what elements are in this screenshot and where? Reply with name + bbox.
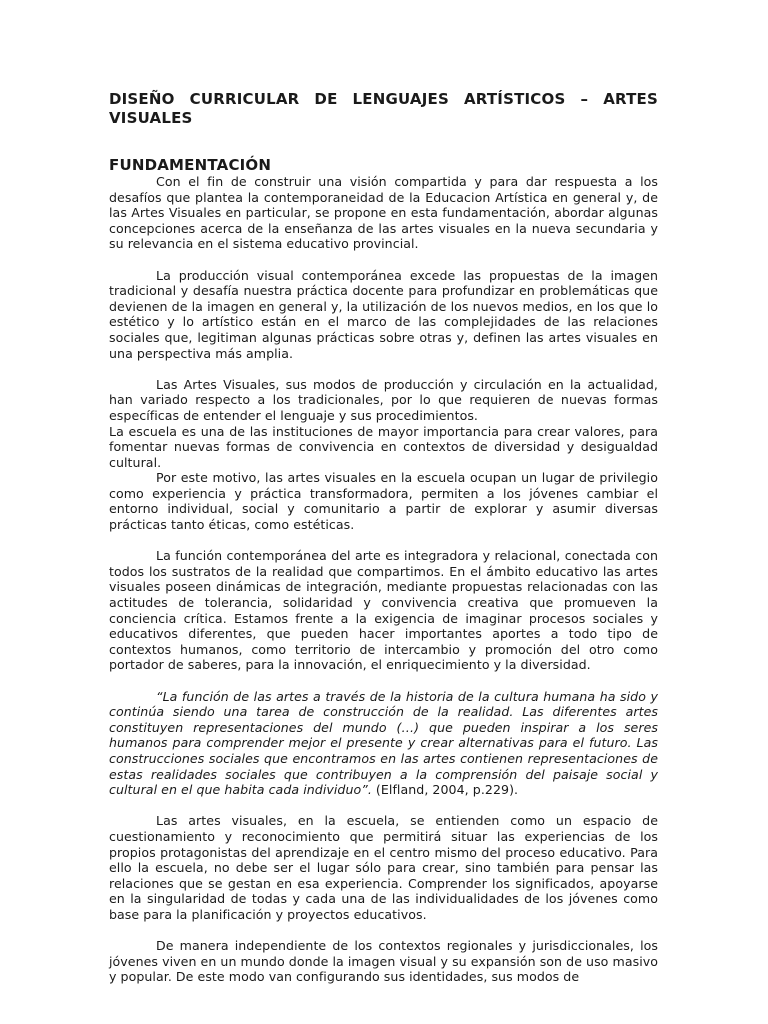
paragraph-1: Con el fin de construir una visión compartida y para dar respuesta a los desafíos que plantea la contemporaneidad de la Educacion Artística en general y, de las Artes Visuales en particular, se propone en esta fundamentación, abordar algunas concepciones acerca de la enseñanza de las artes visuales en la nueva secundaria y su relevancia en el sistema educativo provincial. — [109, 174, 658, 252]
paragraph-4: La escuela es una de las instituciones de mayor importancia para crear valores, para fomentar nuevas formas de convivencia en contextos de diversidad y desigualdad cultural. — [109, 423, 658, 470]
paragraph-6: La función contemporánea del arte es integradora y relacional, conectada con todos los sustratos de la realidad que compartimos. En el ámbito educativo las artes visuales poseen dinámicas de integración, mediante propuestas relacionadas con las actitudes de tolerancia, solidaridad y convivencia creativa que promueven la conciencia crítica. Estamos frente a la exigencia de imaginar procesos sociales y educativos diferentes, que pueden hacer importantes aportes a todo tipo de contextos humanos, como territorio de intercambio y promoción del otro como portador de saberes, para la innovación, el enriquecimiento y la diversidad. — [109, 548, 658, 673]
paragraph-5: Por este motivo, las artes visuales en la escuela ocupan un lugar de privilegio como experiencia y práctica transformadora, permiten a los jóvenes cambiar el entorno individual, social y comunitario a partir de explorar y asumir diversas prácticas tanto éticas, como estéticas. — [109, 470, 658, 533]
paragraph-8: De manera independiente de los contextos regionales y jurisdiccionales, los jóvenes viven en un mundo donde la imagen visual y su expansión son de uso masivo y popular. De este modo van configurando sus identidades, sus modos de — [109, 938, 658, 985]
paragraph-2: La producción visual contemporánea excede las propuestas de la imagen tradicional y desafía nuestra práctica docente para profundizar en problemáticas que devienen de la imagen en general y, la utilización de los nuevos medios, en los que lo estético y lo artístico están en el marco de las complejidades de las relaciones sociales que, legitiman algunas prácticas sobre otras y, definen las artes visuales en una perspectiva más amplia. — [109, 267, 658, 361]
paragraph-7: Las artes visuales, en la escuela, se entienden como un espacio de cuestionamiento y reconocimiento que permitirá situar las experiencias de los propios protagonistas del aprendizaje en el centro mismo del proceso educativo. Para ello la escuela, no debe ser el lugar sólo para crear, sino también para pensar las relaciones que se gestan en esa experiencia. Comprender los significados, apoyarse en la singularidad de todas y cada una de las individualidades de los jóvenes como base para la planificación y proyectos educativos. — [109, 813, 658, 922]
quote-paragraph — [109, 689, 658, 798]
quote-text: “La función de las artes a través de la historia de la cultura humana ha sido y continúa siendo una tarea de construcción de la realidad. Las diferentes artes constituyen representaciones del mundo (…) que pueden inspirar a los seres humanos para comprender mejor el presente y crear alternativas para el futuro. Las construcciones sociales que encontramos en las artes contienen representaciones de estas realidades sociales que contribuyen a la comprensión del paisaje social y cultural en el que habita cada individuo”. — [109, 688, 658, 798]
paragraph-3: Las Artes Visuales, sus modos de producción y circulación en la actualidad, han variado respecto a los tradicionales, por lo que requieren de nuevas formas específicas de entender el lenguaje y sus procedimientos. — [109, 376, 658, 423]
quote-citation: (Elfland, 2004, p.229). — [371, 782, 519, 798]
document-title: DISEÑO CURRICULAR DE LENGUAJES ARTÍSTICOS – ARTES VISUALES — [109, 90, 658, 127]
section-heading: FUNDAMENTACIÓN — [109, 156, 272, 174]
